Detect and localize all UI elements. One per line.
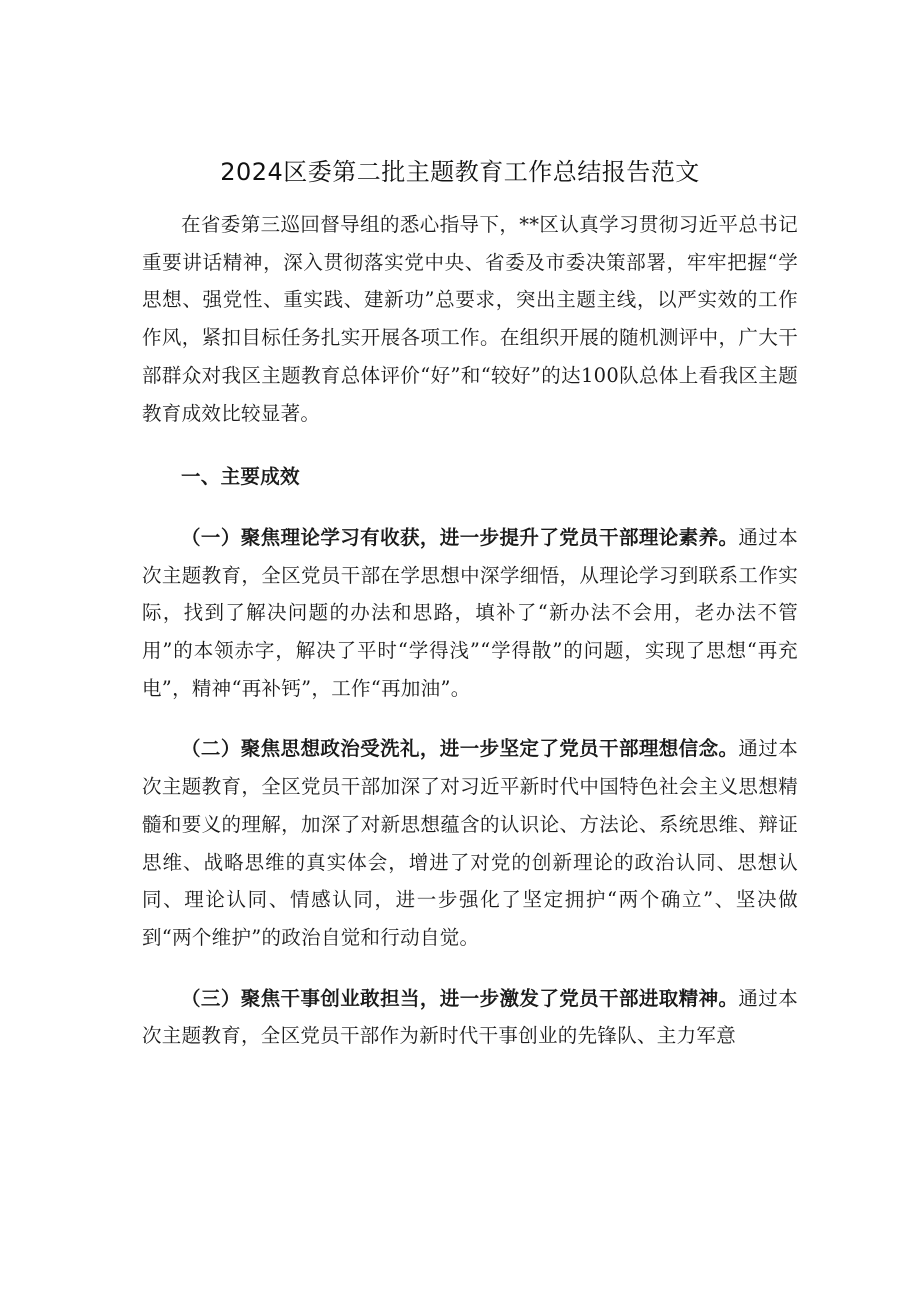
- item-paragraph-2: [142, 730, 798, 956]
- item-lead: （二）聚焦思想政治受洗礼，进一步坚定了党员干部理想信念。: [181, 737, 739, 761]
- item-lead: （三）聚焦干事创业敢担当，进一步激发了党员干部进取精神。: [181, 986, 739, 1010]
- item-body: 通过本次主题教育，全区党员干部在学思想中深学细悟，从理论学习到联系工作实际，找到了解决问题的办法和思路，填补了“新办法不会用，老办法不管用”的本领赤字，解决了平时“学得浅”“学得散”的问题，实现了思想“再充电”，精神“再补钙”，工作“再加油”。: [142, 525, 798, 700]
- section-heading: 一、主要成效: [181, 465, 300, 489]
- item-body: 通过本次主题教育，全区党员干部作为新时代干事创业的先锋队、主力军意: [142, 986, 798, 1048]
- item-paragraph-3: [142, 980, 798, 1055]
- document-title: 2024区委第二批主题教育工作总结报告范文: [220, 158, 700, 186]
- intro-paragraph: 在省委第三巡回督导组的悉心指导下，**区认真学习贯彻习近平总书记重要讲话精神，深入贯彻落实党中央、省委及市委决策部署，牢牢把握“学思想、强党性、重实践、建新功”总要求，突出主题主线，以严实效的工作作风，紧扣目标任务扎实开展各项工作。在组织开展的随机测评中，广大干部群众对我区主题教育总体评价“好”和“较好”的达100队总体上看我区主题教育成效比较显著。: [142, 213, 798, 425]
- item-lead: （一）聚焦理论学习有收获，进一步提升了党员干部理论素养。: [181, 525, 739, 549]
- item-paragraph-1: [142, 519, 798, 708]
- document-body: [142, 206, 798, 1055]
- item-body: 通过本次主题教育，全区党员干部加深了对习近平新时代中国特色社会主义思想精髓和要义的理解，加深了对新思想蕴含的认识论、方法论、系统思维、辩证思维、战略思维的真实体会，增进了对党的创新理论的政治认同、思想认同、理论认同、情感认同，进一步强化了坚定拥护“两个确立”、坚决做到“两个维护”的政治自觉和行动自觉。: [142, 737, 798, 949]
